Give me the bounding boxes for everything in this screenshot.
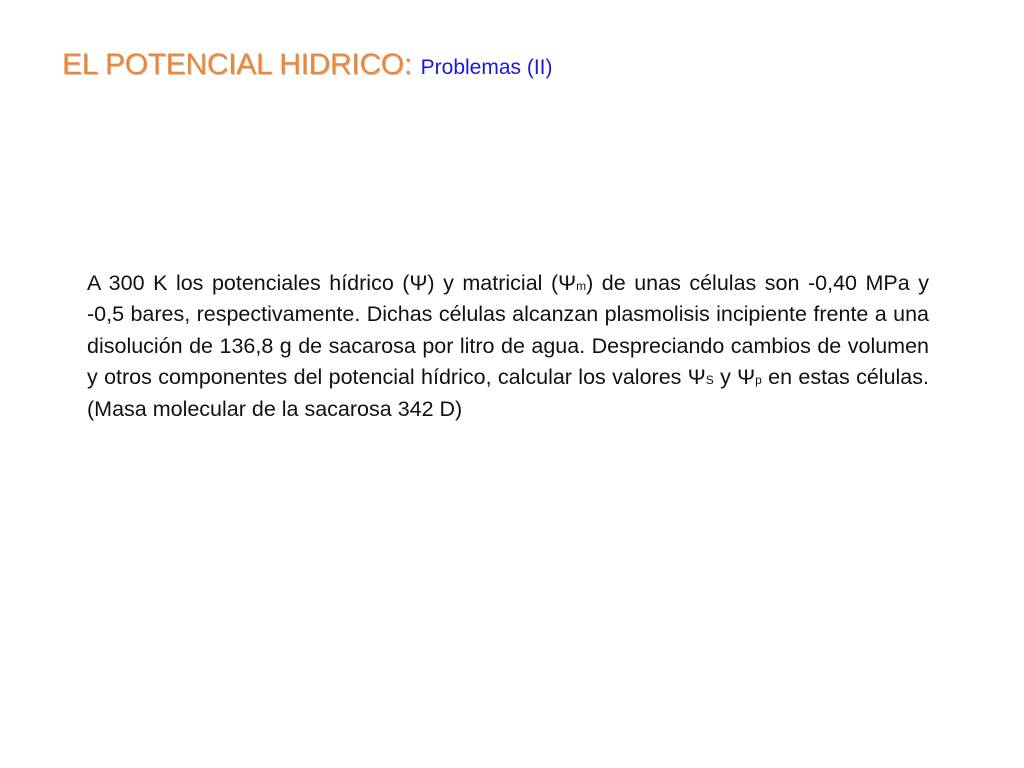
problem-text-part-4: en estas células. (Masa molecular de la sacarosa 342 D) — [87, 365, 929, 421]
slide-title: EL POTENCIAL HIDRICO — [62, 48, 404, 81]
problem-text-part-1: A 300 K los potenciales hídrico (Ψ) y matricial (Ψ — [87, 271, 577, 295]
slide-subtitle: Problemas (II) — [420, 56, 553, 79]
psi-s-subscript: S — [705, 373, 714, 388]
slide-title-colon: : — [403, 48, 413, 81]
slide-title-line — [62, 48, 553, 82]
problem-text-part-3: y Ψ — [713, 365, 756, 390]
problem-statement — [87, 268, 929, 425]
problem-text-part-2: ) de unas células son -0,40 MPa y -0,5 bares, respectivamente. Dichas células alcanzan plasmolisis incipiente frente a una disolución de 136,8 g de sacarosa por litro de agua. Despreciando cambios de volumen y otros componentes del potencial hídrico, calcular los valores Ψ — [87, 271, 930, 390]
psi-p-subscript: p — [755, 373, 762, 388]
psi-m-subscript: m — [576, 279, 587, 293]
